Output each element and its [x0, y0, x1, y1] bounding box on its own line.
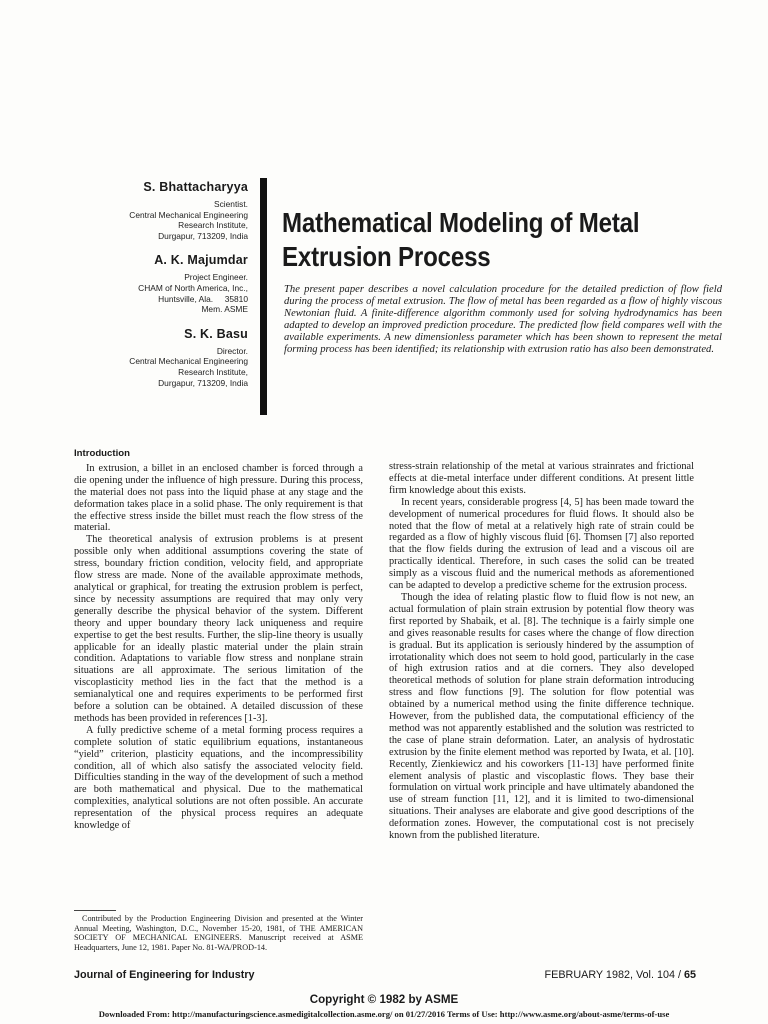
affiliation-line: Huntsville, Ala. 35810	[158, 293, 248, 304]
left-column	[74, 448, 363, 832]
author	[100, 327, 248, 388]
abstract: The present paper describes a novel calculation procedure for the detailed prediction of flow field during the process of metal extrusion. The flow of metal has been regarded as a flow of highly viscous Newtonian fluid. A finite-difference algorithm commonly used for solving hydrodynamics has been adapted to develop an improved prediction procedure. The predicted flow field compares well with the available experiments. A new dimensionless parameter which has been shown to represent the metal forming process has been identified; its relationship with extrusion ratio has also been demonstrated.	[284, 284, 722, 355]
author-name: S. Bhattacharyya	[143, 180, 248, 194]
author-block	[100, 180, 248, 388]
affiliation-line: Central Mechanical Engineering	[129, 356, 248, 367]
page-number: 65	[683, 969, 696, 981]
affiliation-line: Director.	[216, 345, 248, 356]
author-affiliation	[100, 199, 248, 241]
title-line: Mathematical Modeling of Metal	[282, 207, 640, 238]
affiliation-line: Durgapur, 713209, India	[158, 377, 248, 388]
author-name: A. K. Majumdar	[154, 253, 248, 268]
paragraph: Though the idea of relating plastic flow to fluid flow is not new, an actual formulation of plain strain extrusion by potential flow theory was first reported by Shabaik, et al. [8]. The technique is a fairly simple one and gives reasonable results for cases where the change of flow direction is gradual. But its application is seriously hindered by the assumption of irrotationality which does not seem to hold good, particularly in the case of high extrusion ratios and at die corners. They also developed theoretical methods of solution for plane strain deformation introducing stress and flow functions [9]. The solution for flow potential was obtained by a numerical method using the finite difference technique. However, from the published data, the computational efficiency of the method was not apparently established and the solution was restricted to the case of plane strain deformation. Later, an analysis of hydrostatic extrusion by the finite element method was reported by Iwata, et al. [10]. Recently, Zienkiewicz and his coworkers [11-13] have performed finite element analysis of plastic and viscoplastic flows. They base their formulation on virtual work principle and have ultimately abandoned the use of stream function [11, 12], and it is limited to two-dimensional situations. Their analyses are elaborate and give good descriptions of the deformation zones. However, the computational cost is not precisely known from the published literature.	[389, 591, 694, 842]
author	[100, 253, 248, 314]
download-notice: Downloaded From: http://manufacturingscience.asmedigitalcollection.asme.org/ on 01/27/2016 Terms of Use: http://www.asme.org/about-asme/terms-of-use	[98, 1009, 670, 1019]
affiliation-line: Mem. ASME	[201, 304, 248, 315]
paragraph: The theoretical analysis of extrusion problems is at present possible only when additional assumptions covering the state of stress, boundary friction condition, velocity field, and appropriate flow stress are made. None of the available approximate methods, analytical or graphical, for treating the extrusion problem is perfect, since by necessity assumptions are required that may only very generally describe the physical behavior of the system. Different theory and upper boundary theory lack uniqueness and require expertise to get the best results. Further, the slip-line theory is usually applicable for an ideally plastic material under the plain strain condition. Adaptations to variable flow stress and nonplane strain situations are all approximate. The serious limitation of the viscoplasticity method lies in the fact that the method is a semianalytical one and requires experiments to be performed first before a solution can be obtained. A detailed discussion of these methods has been provided in references [1-3].	[74, 534, 363, 724]
affiliation-line: Durgapur, 713209, India	[158, 230, 248, 241]
paragraph: In recent years, considerable progress [4, 5] has been made toward the development of numerical procedures for fluid flows. It should also be noted that the flow of metal at a relatively high rate of strain could be regarded as a flow of highly viscous fluid [6]. Thomsen [7] also reported that the flow fields during the extrusion of lead and a viscous oil are practically identical. Therefore, in such cases the solid can be treated simply as a viscous fluid and the numerical methods as aforementioned can be adapted to develop a predictive scheme for the extrusion process.	[389, 496, 694, 592]
section-heading: Introduction	[74, 448, 130, 459]
affiliation-line: Scientist.	[214, 199, 248, 209]
journal-name: Journal of Engineering for Industry	[74, 969, 255, 981]
affiliation-line: Research Institute,	[178, 220, 248, 231]
affiliation-line: CHAM of North America, Inc.,	[138, 282, 248, 293]
affiliation-line: Research Institute,	[178, 366, 248, 377]
paragraph: stress-strain relationship of the metal at various strainrates and frictional effects at die-metal interface under different conditions. At present little firm knowledge about this exists.	[389, 461, 694, 496]
affiliation-line: Central Mechanical Engineering	[129, 209, 248, 220]
paragraph: A fully predictive scheme of a metal forming process requires a complete solution of static equilibrium equations, instantaneous “yield” criterion, plasticity equations, and the incompressibility condition, all of which also satisfy the associated velocity field. Difficulties standing in the way of the development of such a method are both mathematical and physical. Due to the mathematical complexities, analytical solutions are not often possible. An accurate representation of the physical process requires an adequate knowledge of	[74, 724, 363, 832]
issue-info: FEBRUARY 1982, Vol. 104 / 65	[544, 969, 696, 981]
footnote: Contributed by the Production Engineering Division and presented at the Winter Annual Meeting, Washington, D.C., November 15-20, 1981, of THE AMERICAN SOCIETY OF MECHANICAL ENGINEERS. Manuscript received at ASME Headquarters, June 12, 1981. Paper No. 81-WA/PROD-14.	[74, 914, 363, 952]
author-affiliation	[100, 272, 248, 314]
paragraph: In extrusion, a billet in an enclosed chamber is forced through a die opening under the influence of high pressure. During this process, the material does not pass into the liquid phase at any stage and the deformation takes place in a solid phase. The only requirement is that the effective stress inside the billet must reach the flow stress of the material.	[74, 462, 363, 534]
issue-date-volume: FEBRUARY 1982, Vol. 104	[544, 969, 675, 981]
paper-title	[282, 206, 660, 274]
author	[100, 180, 248, 241]
affiliation-line: Project Engineer.	[184, 272, 248, 283]
title-divider-bar	[260, 178, 267, 415]
author-name: S. K. Basu	[184, 326, 248, 341]
right-column	[389, 461, 694, 842]
footnote-rule	[74, 910, 116, 911]
title-line: Extrusion Process	[282, 241, 491, 272]
author-affiliation	[100, 346, 248, 388]
copyright-notice: Copyright © 1982 by ASME	[309, 993, 459, 1006]
